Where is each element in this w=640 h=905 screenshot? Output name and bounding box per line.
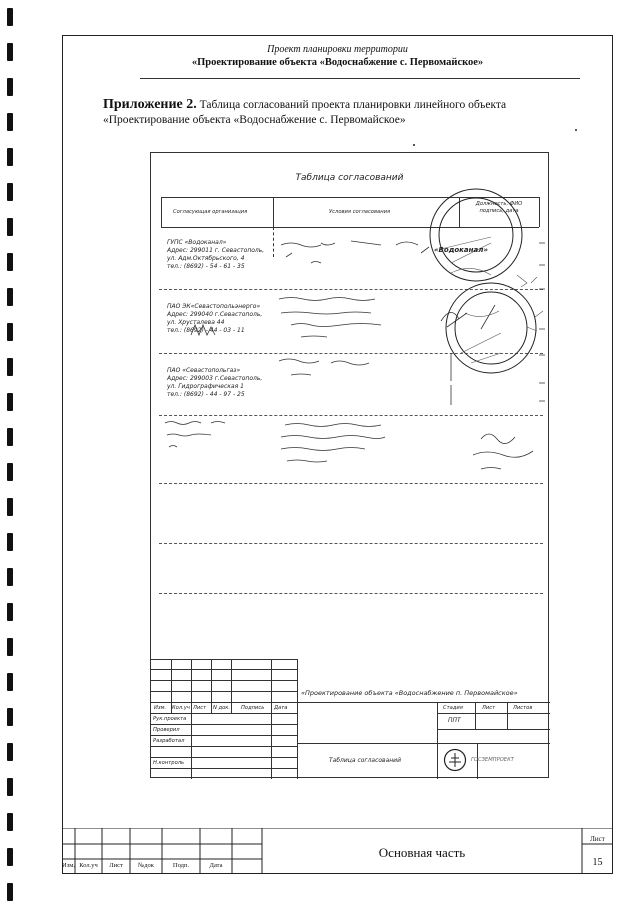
- scan-speck: [413, 144, 415, 146]
- tb-rule: [151, 713, 297, 714]
- tb-project: «Проектирование объекта «Водоснабжение п. Первомайское»: [301, 689, 518, 697]
- tb-rule: [475, 702, 476, 729]
- binding-mark: [7, 218, 13, 236]
- binding-mark: [7, 393, 13, 411]
- tb-col-kol: Кол.уч: [172, 705, 190, 711]
- binding-mark: [7, 323, 13, 341]
- project-line: Проект планировки территории: [267, 44, 408, 55]
- tb-rule: [151, 724, 297, 725]
- binding-mark: [7, 253, 13, 271]
- appendix-caption: [103, 97, 573, 128]
- footer-title: Основная часть: [378, 845, 466, 860]
- binding-mark: [7, 533, 13, 551]
- binding-marks: [7, 0, 15, 905]
- tb-rule: [437, 729, 550, 730]
- stamp-text: «Водоканал»: [434, 246, 488, 254]
- footer-list-label: Лист: [590, 835, 605, 843]
- tb-rule: [231, 659, 232, 713]
- tb-rule: [507, 702, 508, 729]
- tb-rule: [211, 659, 212, 713]
- tb-rule: [151, 669, 297, 670]
- binding-mark: [7, 78, 13, 96]
- tb-rule: [151, 680, 297, 681]
- org-energo: ПАО ЭК«Севастопольэнерго» Адрес: 299040 г.Севастополь, ул. Хрусталева 44 тел.: (8692) - 44 - 03 - 11: [167, 303, 263, 334]
- tb-rule: [151, 757, 297, 758]
- tb-rule: [191, 713, 192, 779]
- tb-rule: [151, 659, 297, 660]
- tb-col-ndoc: N док.: [213, 705, 231, 711]
- object-line: «Проектирование объекта «Водоснабжение с. Первомайское»: [191, 57, 484, 68]
- footer-col-sign: Подп.: [172, 862, 190, 869]
- binding-mark: [7, 708, 13, 726]
- tb-sheet-label: Лист: [482, 705, 496, 711]
- binding-mark: [7, 848, 13, 866]
- footer-page-number: 15: [592, 857, 603, 868]
- tb-rule: [151, 768, 297, 769]
- footer-col-date: Дата: [209, 862, 223, 869]
- appendix-label: Приложение 2.: [103, 97, 197, 112]
- binding-mark: [7, 568, 13, 586]
- footer-col-izm: Изм.: [62, 862, 75, 869]
- binding-mark: [7, 813, 13, 831]
- col-signature: Должность, ФИО подпись, дата: [475, 201, 523, 214]
- sheet-title: Таблица согласований: [295, 173, 404, 183]
- tb-stage: ППТ: [448, 717, 461, 724]
- company-logo-icon: [443, 748, 467, 772]
- footer-col-ndoc: №док: [138, 862, 154, 869]
- tb-sheets-label: Листов: [513, 705, 533, 711]
- footer-col-list: Лист: [109, 862, 123, 869]
- tb-rule: [297, 659, 298, 779]
- tb-stage-label: Стадия: [443, 705, 463, 711]
- binding-mark: [7, 113, 13, 131]
- tb-rule: [151, 735, 297, 736]
- tb-rule: [271, 659, 272, 779]
- scan-speck: [575, 129, 577, 131]
- tb-role-developed: Разработал: [153, 738, 185, 744]
- org-gaz: ПАО «Севастопольгаз» Адрес: 299003 г.Севастополь, ул. Гидрографическая 1 тел.: (8692) - 44 - 97 - 25: [167, 367, 263, 398]
- approval-sheet: [150, 152, 549, 778]
- tb-role-lead: Рук.проекта: [153, 716, 187, 722]
- tb-col-list: Лист: [193, 705, 207, 711]
- tb-col-date: Дата: [274, 705, 288, 711]
- binding-mark: [7, 43, 13, 61]
- col-conditions: Условия согласования: [329, 209, 391, 215]
- binding-mark: [7, 673, 13, 691]
- binding-mark: [7, 778, 13, 796]
- footer-col-kol: Кол.уч: [79, 862, 98, 869]
- tb-rule: [191, 659, 192, 713]
- tb-col-sign: Подпись: [241, 705, 265, 711]
- binding-mark: [7, 638, 13, 656]
- binding-mark: [7, 358, 13, 376]
- binding-mark: [7, 428, 13, 446]
- tb-rule: [297, 743, 550, 744]
- binding-mark: [7, 148, 13, 166]
- tb-rule: [151, 691, 297, 692]
- binding-mark: [7, 603, 13, 621]
- tb-sheet-name: Таблица согласований: [329, 757, 401, 764]
- binding-mark: [7, 183, 13, 201]
- tb-col-izm: Изм.: [154, 705, 167, 711]
- binding-mark: [7, 883, 13, 901]
- binding-mark: [7, 743, 13, 761]
- tb-role-checked: Проверил: [153, 727, 180, 733]
- tb-rule: [151, 746, 297, 747]
- tb-rule: [437, 713, 550, 714]
- org-vodokanal: ГУПС «Водоканал» Адрес: 299011 г. Севастополь, ул. Адм.Октябрьского, 4 тел.: (8692) - 54 - 61 - 35: [167, 239, 265, 270]
- col-org: Согласующая организация: [173, 209, 248, 215]
- binding-mark: [7, 288, 13, 306]
- appendix-text: Таблица согласований проекта планировки линейного объекта «Проектирование объекта «Водоснабжение с. Первомайское»: [103, 99, 507, 126]
- header-rule: [140, 78, 580, 79]
- tb-role-control: Н.контроль: [153, 760, 185, 766]
- binding-mark: [7, 463, 13, 481]
- binding-mark: [7, 498, 13, 516]
- binding-mark: [7, 8, 13, 26]
- tb-company: ГОСЗЕМПРОЕКТ: [471, 757, 514, 763]
- tb-rule: [437, 702, 438, 779]
